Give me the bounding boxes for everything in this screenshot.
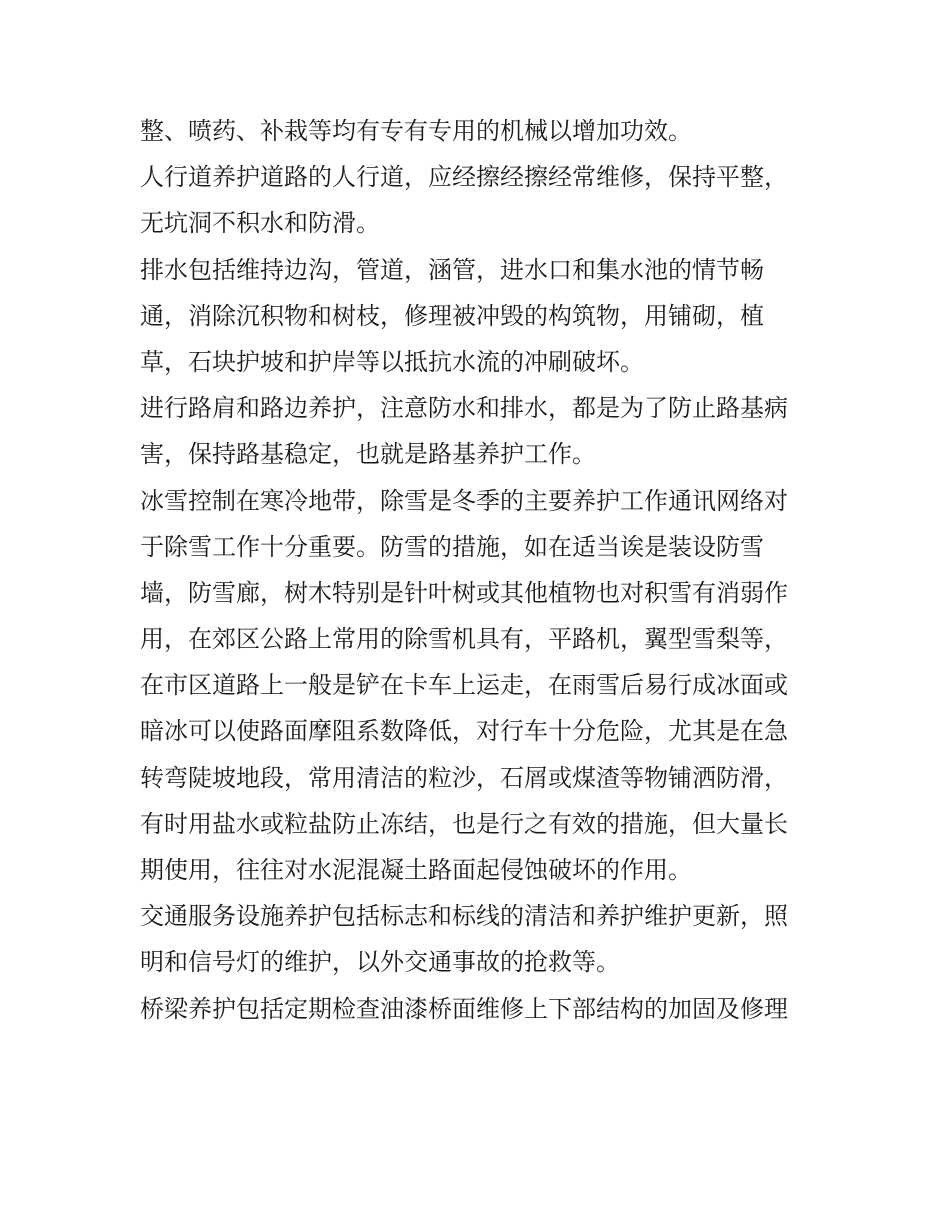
text-line: 转弯陡坡地段，常用清洁的粒沙，石屑或煤渣等物铺洒防滑， <box>140 763 788 792</box>
text-line: 期使用，往往对水泥混凝土路面起侵蚀破坏的作用。 <box>140 856 692 884</box>
text-line: 明和信号灯的维护，以外交通事故的抢救等。 <box>140 948 620 977</box>
text-line: 冰雪控制在寒冷地带，除雪是冬季的主要养护工作通讯网络对 <box>140 486 788 515</box>
text-line: 草，石块护坡和护岸等以抵抗水流的冲刷破坏。 <box>140 347 644 376</box>
text-line: 通，消除沉积物和树枝，修理被冲毁的构筑物，用铺砌，植 <box>140 301 764 330</box>
text-line: 交通服务设施养护包括标志和标线的清洁和养护维护更新，照 <box>140 902 788 931</box>
text-line: 无坑洞不积水和防滑。 <box>140 209 380 238</box>
text-line: 排水包括维持边沟，管道，涵管，进水口和集水池的情节畅 <box>140 255 764 284</box>
text-line: 用，在郊区公路上常用的除雪机具有，平路机，翼型雪梨等， <box>140 625 788 654</box>
text-line: 进行路肩和路边养护，注意防水和排水，都是为了防止路基病 <box>140 394 788 423</box>
text-line: 人行道养护道路的人行道，应经擦经擦经常维修，保持平整， <box>140 163 788 192</box>
text-line: 墙，防雪廊，树木特别是针叶树或其他植物也对积雪有消弱作 <box>140 578 788 607</box>
text-line: 在市区道路上一般是铲在卡车上运走，在雨雪后易行成冰面或 <box>140 671 788 700</box>
body-text <box>140 108 820 1032</box>
text-line: 有时用盐水或粒盐防止冻结，也是行之有效的措施，但大量长 <box>140 809 788 838</box>
text-line: 害，保持路基稳定，也就是路基养护工作。 <box>140 440 596 469</box>
text-line: 暗冰可以使路面摩阻系数降低，对行车十分危险，尤其是在急 <box>140 717 788 746</box>
text-line: 于除雪工作十分重要。防雪的措施，如在适当诶是装设防雪 <box>140 532 764 561</box>
text-line: 桥梁养护包括定期检查油漆桥面维修上下部结构的加固及修理 <box>140 994 788 1023</box>
text-line: 整、喷药、补栽等均有专有专用的机械以增加功效。 <box>140 117 692 145</box>
